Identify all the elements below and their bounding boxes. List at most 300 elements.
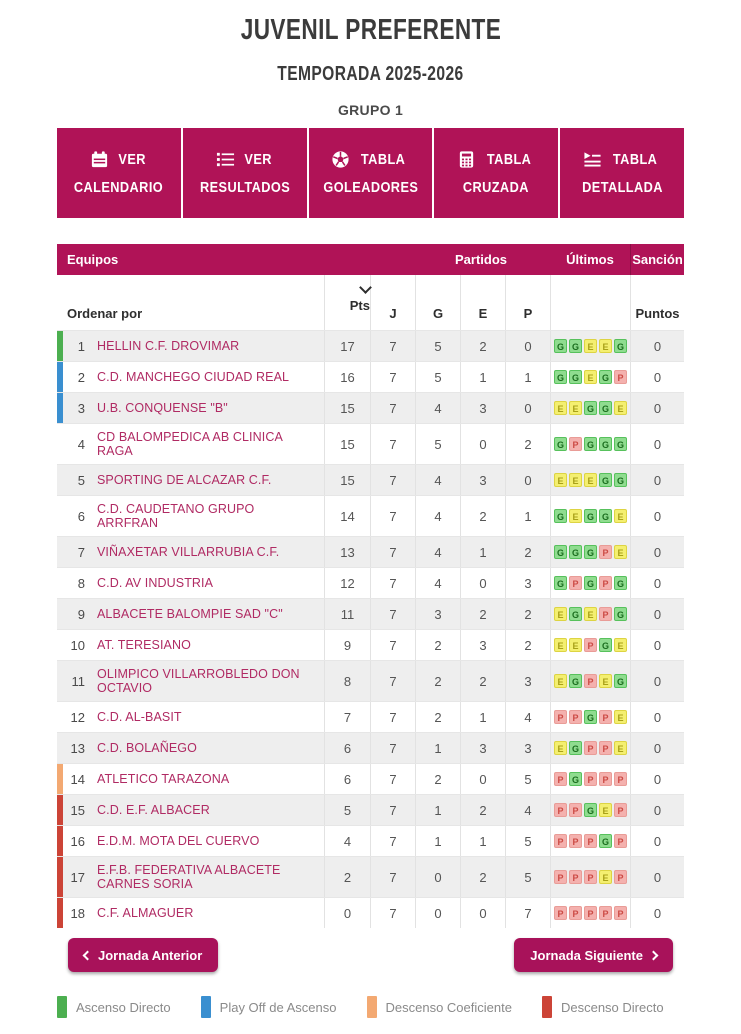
e-cell: 1 <box>460 362 505 392</box>
pts-cell: 15 <box>324 465 370 495</box>
result-badge-g: G <box>584 803 597 817</box>
sancion-cell: 0 <box>630 857 684 897</box>
last5-results <box>554 741 627 755</box>
result-badge-g: G <box>584 401 597 415</box>
result-badge-p: P <box>614 370 627 384</box>
sancion-cell: 0 <box>630 764 684 794</box>
result-badge-g: G <box>599 834 612 848</box>
column-e[interactable] <box>460 275 505 330</box>
button-label-line2: CALENDARIO <box>74 178 164 196</box>
team-name-link[interactable]: ATLETICO TARAZONA <box>97 772 230 786</box>
e-cell: 3 <box>460 393 505 423</box>
pts-cell: 15 <box>324 393 370 423</box>
legend <box>57 996 684 1018</box>
calculator-icon <box>457 150 476 169</box>
team-name-link[interactable]: ALBACETE BALOMPIE SAD "C" <box>97 607 283 621</box>
previous-round-button[interactable] <box>68 938 218 972</box>
last5-results <box>554 401 627 415</box>
result-badge-e: E <box>614 710 627 724</box>
p-cell: 4 <box>505 795 550 825</box>
pts-cell: 4 <box>324 826 370 856</box>
button-label-line1: VER <box>243 150 272 168</box>
result-badge-p: P <box>584 906 597 920</box>
table-row[interactable] <box>57 629 684 660</box>
team-name-link[interactable]: C.D. AL-BASIT <box>97 710 182 724</box>
pts-cell: 6 <box>324 733 370 763</box>
legend-label: Play Off de Ascenso <box>219 999 337 1015</box>
position-cell: 16 <box>70 833 85 849</box>
position-cell: 3 <box>77 400 85 416</box>
table-row[interactable] <box>57 464 684 495</box>
table-subheader-row <box>57 275 684 330</box>
legend-item <box>57 996 171 1018</box>
team-name-link[interactable]: C.F. ALMAGUER <box>97 906 194 920</box>
last5-results <box>554 509 627 523</box>
table-row[interactable] <box>57 701 684 732</box>
last5-results <box>554 803 627 817</box>
result-badge-g: G <box>614 607 627 621</box>
result-badge-p: P <box>599 545 612 559</box>
result-badge-p: P <box>554 710 567 724</box>
position-cell: 1 <box>77 338 85 354</box>
result-badge-p: P <box>554 870 567 884</box>
p-cell: 2 <box>505 630 550 660</box>
result-badge-g: G <box>584 576 597 590</box>
chevron-right-icon <box>649 950 659 960</box>
team-name-link[interactable]: C.D. CAUDETANO GRUPO ARRFRAN <box>97 502 255 530</box>
pts-cell: 14 <box>324 496 370 536</box>
result-badge-e: E <box>554 638 567 652</box>
table-row[interactable] <box>57 732 684 763</box>
p-cell: 3 <box>505 661 550 701</box>
result-badge-g: G <box>599 473 612 487</box>
result-badge-g: G <box>599 401 612 415</box>
e-cell: 1 <box>460 537 505 567</box>
legend-swatch <box>542 996 552 1018</box>
column-p-label: P <box>523 306 533 321</box>
j-cell: 7 <box>370 826 415 856</box>
table-row[interactable] <box>57 598 684 629</box>
team-name-link[interactable]: VIÑAXETAR VILLARRUBIA C.F. <box>97 545 280 559</box>
sancion-cell: 0 <box>630 331 684 361</box>
result-badge-g: G <box>569 339 582 353</box>
column-p[interactable] <box>505 275 550 330</box>
g-cell: 4 <box>415 537 460 567</box>
result-badge-p: P <box>569 870 582 884</box>
table-row[interactable] <box>57 897 684 928</box>
sancion-cell: 0 <box>630 537 684 567</box>
sancion-cell: 0 <box>630 424 684 464</box>
result-badge-e: E <box>599 870 612 884</box>
last5-results <box>554 906 627 920</box>
j-cell: 7 <box>370 465 415 495</box>
e-cell: 2 <box>460 496 505 536</box>
button-label-line1: TABLA <box>361 150 406 168</box>
e-cell: 1 <box>460 702 505 732</box>
promotion-relegation-marker <box>57 898 63 928</box>
pagination <box>57 938 684 972</box>
team-name-link[interactable]: SPORTING DE ALCAZAR C.F. <box>97 473 272 487</box>
pts-cell: 11 <box>324 599 370 629</box>
e-cell: 0 <box>460 424 505 464</box>
result-badge-e: E <box>584 473 597 487</box>
result-badge-p: P <box>554 906 567 920</box>
p-cell: 5 <box>505 826 550 856</box>
toolbar <box>57 128 684 218</box>
result-badge-g: G <box>569 607 582 621</box>
button-label-line2: CRUZADA <box>463 178 530 196</box>
last5-results <box>554 607 627 621</box>
g-cell: 3 <box>415 599 460 629</box>
page-title: JUVENIL PREFERENTE <box>240 14 501 46</box>
result-badge-p: P <box>584 772 597 786</box>
pts-cell: 2 <box>324 857 370 897</box>
sancion-cell: 0 <box>630 465 684 495</box>
e-cell: 2 <box>460 331 505 361</box>
result-badge-p: P <box>569 710 582 724</box>
result-badge-e: E <box>584 607 597 621</box>
team-name-link[interactable]: C.D. AV INDUSTRIA <box>97 576 214 590</box>
result-badge-e: E <box>599 674 612 688</box>
header-equipos: Equipos <box>67 252 119 267</box>
g-cell: 2 <box>415 630 460 660</box>
sancion-cell: 0 <box>630 826 684 856</box>
j-cell: 7 <box>370 795 415 825</box>
column-j[interactable] <box>370 275 415 330</box>
last5-results <box>554 545 627 559</box>
next-round-button[interactable] <box>514 938 673 972</box>
e-cell: 3 <box>460 465 505 495</box>
table-row[interactable] <box>57 330 684 361</box>
g-cell: 2 <box>415 702 460 732</box>
result-badge-e: E <box>554 401 567 415</box>
result-badge-p: P <box>599 576 612 590</box>
j-cell: 7 <box>370 537 415 567</box>
result-badge-p: P <box>569 576 582 590</box>
column-puntos-label: Puntos <box>635 306 680 321</box>
p-cell: 2 <box>505 537 550 567</box>
pts-cell: 12 <box>324 568 370 598</box>
table-row[interactable] <box>57 567 684 598</box>
list-icon <box>216 150 235 169</box>
legend-label: Descenso Directo <box>560 999 664 1015</box>
table-row[interactable] <box>57 361 684 392</box>
result-badge-g: G <box>569 545 582 559</box>
column-puntos <box>630 275 684 330</box>
sancion-cell: 0 <box>630 702 684 732</box>
result-badge-p: P <box>599 906 612 920</box>
sancion-cell: 0 <box>630 496 684 536</box>
j-cell: 7 <box>370 733 415 763</box>
result-badge-p: P <box>554 834 567 848</box>
position-cell: 9 <box>77 606 85 622</box>
team-name-link[interactable]: C.D. MANCHEGO CIUDAD REAL <box>97 370 290 384</box>
result-badge-g: G <box>599 437 612 451</box>
result-badge-p: P <box>584 638 597 652</box>
position-cell: 8 <box>77 575 85 591</box>
p-cell: 5 <box>505 857 550 897</box>
result-badge-p: P <box>569 803 582 817</box>
pts-cell: 6 <box>324 764 370 794</box>
p-cell: 2 <box>505 424 550 464</box>
result-badge-p: P <box>554 803 567 817</box>
result-badge-e: E <box>614 401 627 415</box>
position-cell: 11 <box>71 673 85 689</box>
p-cell: 0 <box>505 465 550 495</box>
result-badge-e: E <box>614 638 627 652</box>
result-badge-p: P <box>614 803 627 817</box>
p-cell: 5 <box>505 764 550 794</box>
j-cell: 7 <box>370 568 415 598</box>
standings-table <box>57 244 684 928</box>
promotion-relegation-marker <box>57 857 63 897</box>
position-cell: 4 <box>77 436 85 452</box>
last5-results <box>554 834 627 848</box>
result-badge-g: G <box>554 437 567 451</box>
team-name-link[interactable]: HELLIN C.F. DROVIMAR <box>97 339 240 353</box>
j-cell: 7 <box>370 764 415 794</box>
g-cell: 5 <box>415 331 460 361</box>
pts-cell: 5 <box>324 795 370 825</box>
result-badge-g: G <box>614 339 627 353</box>
e-cell: 2 <box>460 857 505 897</box>
button-label-line2: RESULTADOS <box>199 178 290 196</box>
table-row[interactable] <box>57 495 684 536</box>
e-cell: 0 <box>460 764 505 794</box>
legend-item <box>367 996 512 1018</box>
position-cell: 5 <box>77 472 85 488</box>
result-badge-g: G <box>599 370 612 384</box>
last5-results <box>554 370 627 384</box>
position-cell: 7 <box>77 544 85 560</box>
promotion-relegation-marker <box>57 826 63 856</box>
team-name-link[interactable]: OLIMPICO VILLARROBLEDO DON OCTAVIO <box>97 667 300 695</box>
position-cell: 18 <box>70 905 85 921</box>
header-ultimos: Últimos <box>566 252 614 267</box>
result-badge-p: P <box>584 741 597 755</box>
team-name-link[interactable]: C.D. BOLAÑEGO <box>97 741 197 755</box>
column-e-label: E <box>478 306 488 321</box>
result-badge-g: G <box>614 674 627 688</box>
j-cell: 7 <box>370 362 415 392</box>
result-badge-g: G <box>584 509 597 523</box>
result-badge-p: P <box>584 834 597 848</box>
sancion-cell: 0 <box>630 362 684 392</box>
team-name-link[interactable]: C.D. E.F. ALBACER <box>97 803 210 817</box>
pts-cell: 8 <box>324 661 370 701</box>
result-badge-e: E <box>614 509 627 523</box>
result-badge-g: G <box>614 473 627 487</box>
result-badge-p: P <box>569 906 582 920</box>
j-cell: 7 <box>370 393 415 423</box>
pts-cell: 0 <box>324 898 370 928</box>
promotion-relegation-marker <box>57 331 63 361</box>
g-cell: 5 <box>415 362 460 392</box>
promotion-relegation-marker <box>57 795 63 825</box>
result-badge-g: G <box>554 370 567 384</box>
p-cell: 1 <box>505 362 550 392</box>
j-cell: 7 <box>370 898 415 928</box>
g-cell: 2 <box>415 764 460 794</box>
table-row[interactable] <box>57 763 684 794</box>
result-badge-g: G <box>554 509 567 523</box>
title-block <box>0 14 741 118</box>
j-cell: 7 <box>370 661 415 701</box>
result-badge-p: P <box>614 906 627 920</box>
last5-results <box>554 339 627 353</box>
sancion-cell: 0 <box>630 599 684 629</box>
ver-calendario-button[interactable] <box>57 128 183 218</box>
sancion-cell: 0 <box>630 898 684 928</box>
result-badge-p: P <box>614 834 627 848</box>
result-badge-g: G <box>554 545 567 559</box>
pts-cell: 16 <box>324 362 370 392</box>
j-cell: 7 <box>370 424 415 464</box>
p-cell: 7 <box>505 898 550 928</box>
button-label-line2: DETALLADA <box>581 178 663 196</box>
button-label-line1: TABLA <box>487 150 532 168</box>
p-cell: 4 <box>505 702 550 732</box>
previous-round-label: Jornada Anterior <box>98 947 203 963</box>
result-badge-p: P <box>569 437 582 451</box>
last5-results <box>554 710 627 724</box>
result-badge-e: E <box>554 473 567 487</box>
table-row[interactable] <box>57 660 684 701</box>
result-badge-g: G <box>569 674 582 688</box>
button-label-line2: GOLEADORES <box>323 178 418 196</box>
column-g-label: G <box>432 306 444 321</box>
legend-swatch <box>201 996 211 1018</box>
legend-item <box>201 996 337 1018</box>
column-j-label: J <box>389 306 397 321</box>
pts-cell: 13 <box>324 537 370 567</box>
result-badge-p: P <box>569 834 582 848</box>
result-badge-g: G <box>599 509 612 523</box>
tabla-goleadores-button[interactable] <box>309 128 435 218</box>
e-cell: 3 <box>460 733 505 763</box>
result-badge-g: G <box>599 638 612 652</box>
e-cell: 3 <box>460 630 505 660</box>
table-row[interactable] <box>57 825 684 856</box>
sort-by-label: Ordenar por <box>67 306 143 321</box>
column-ultimos-empty <box>550 275 630 330</box>
calendar-icon <box>90 150 109 169</box>
result-badge-p: P <box>599 741 612 755</box>
result-badge-e: E <box>569 473 582 487</box>
g-cell: 2 <box>415 661 460 701</box>
e-cell: 2 <box>460 795 505 825</box>
team-name-link[interactable]: AT. TERESIANO <box>97 638 191 652</box>
ver-resultados-button[interactable] <box>183 128 309 218</box>
sancion-cell: 0 <box>630 630 684 660</box>
result-badge-p: P <box>599 772 612 786</box>
sancion-cell: 0 <box>630 795 684 825</box>
result-badge-e: E <box>569 401 582 415</box>
result-badge-e: E <box>599 339 612 353</box>
result-badge-g: G <box>614 437 627 451</box>
pts-cell: 15 <box>324 424 370 464</box>
e-cell: 0 <box>460 568 505 598</box>
g-cell: 4 <box>415 393 460 423</box>
result-badge-g: G <box>554 339 567 353</box>
g-cell: 1 <box>415 795 460 825</box>
table-row[interactable] <box>57 392 684 423</box>
g-cell: 0 <box>415 857 460 897</box>
column-pts-label: Pts <box>349 298 370 313</box>
table-row[interactable] <box>57 536 684 567</box>
j-cell: 7 <box>370 599 415 629</box>
e-cell: 2 <box>460 599 505 629</box>
header-partidos: Partidos <box>454 252 507 267</box>
result-badge-e: E <box>584 339 597 353</box>
button-label-line1: TABLA <box>612 150 658 168</box>
next-round-label: Jornada Siguiente <box>530 947 643 963</box>
g-cell: 5 <box>415 424 460 464</box>
result-badge-g: G <box>584 545 597 559</box>
table-row[interactable] <box>57 794 684 825</box>
last5-results <box>554 638 627 652</box>
position-cell: 12 <box>70 709 85 725</box>
last5-results <box>554 576 627 590</box>
e-cell: 1 <box>460 826 505 856</box>
position-cell: 13 <box>70 740 85 756</box>
team-name-link[interactable]: CD BALOMPEDICA AB CLINICA RAGA <box>97 430 283 458</box>
team-name-link[interactable]: E.F.B. FEDERATIVA ALBACETE CARNES SORIA <box>97 863 281 891</box>
tabla-detallada-button[interactable] <box>560 128 684 218</box>
column-pts-sort[interactable] <box>324 275 370 330</box>
legend-label: Descenso Coeficiente <box>385 999 512 1015</box>
j-cell: 7 <box>370 496 415 536</box>
e-cell: 0 <box>460 898 505 928</box>
p-cell: 2 <box>505 599 550 629</box>
table-body <box>57 330 684 928</box>
p-cell: 1 <box>505 496 550 536</box>
tabla-cruzada-button[interactable] <box>434 128 560 218</box>
j-cell: 7 <box>370 857 415 897</box>
j-cell: 7 <box>370 702 415 732</box>
team-name-link[interactable]: U.B. CONQUENSE "B" <box>97 401 228 415</box>
table-row[interactable] <box>57 423 684 464</box>
table-header-row <box>57 244 684 275</box>
chevron-left-icon <box>83 950 93 960</box>
button-label-line1: VER <box>118 150 146 168</box>
header-sancion: Sanción <box>630 244 684 275</box>
p-cell: 3 <box>505 733 550 763</box>
result-badge-p: P <box>614 870 627 884</box>
j-cell: 7 <box>370 331 415 361</box>
position-cell: 6 <box>77 508 85 524</box>
promotion-relegation-marker <box>57 393 63 423</box>
pts-cell: 9 <box>324 630 370 660</box>
position-cell: 2 <box>77 369 85 385</box>
sancion-cell: 0 <box>630 568 684 598</box>
group-label: GRUPO 1 <box>337 102 404 118</box>
g-cell: 1 <box>415 733 460 763</box>
result-badge-g: G <box>569 370 582 384</box>
table-row[interactable] <box>57 856 684 897</box>
promotion-relegation-marker <box>57 764 63 794</box>
legend-swatch <box>57 996 67 1018</box>
result-badge-p: P <box>584 870 597 884</box>
season-subtitle: TEMPORADA 2025-2026 <box>277 63 464 85</box>
result-badge-g: G <box>584 437 597 451</box>
position-cell: 10 <box>70 637 85 653</box>
result-badge-p: P <box>554 772 567 786</box>
column-g[interactable] <box>415 275 460 330</box>
team-name-link[interactable]: E.D.M. MOTA DEL CUERVO <box>97 834 260 848</box>
result-badge-p: P <box>614 772 627 786</box>
legend-swatch <box>367 996 377 1018</box>
